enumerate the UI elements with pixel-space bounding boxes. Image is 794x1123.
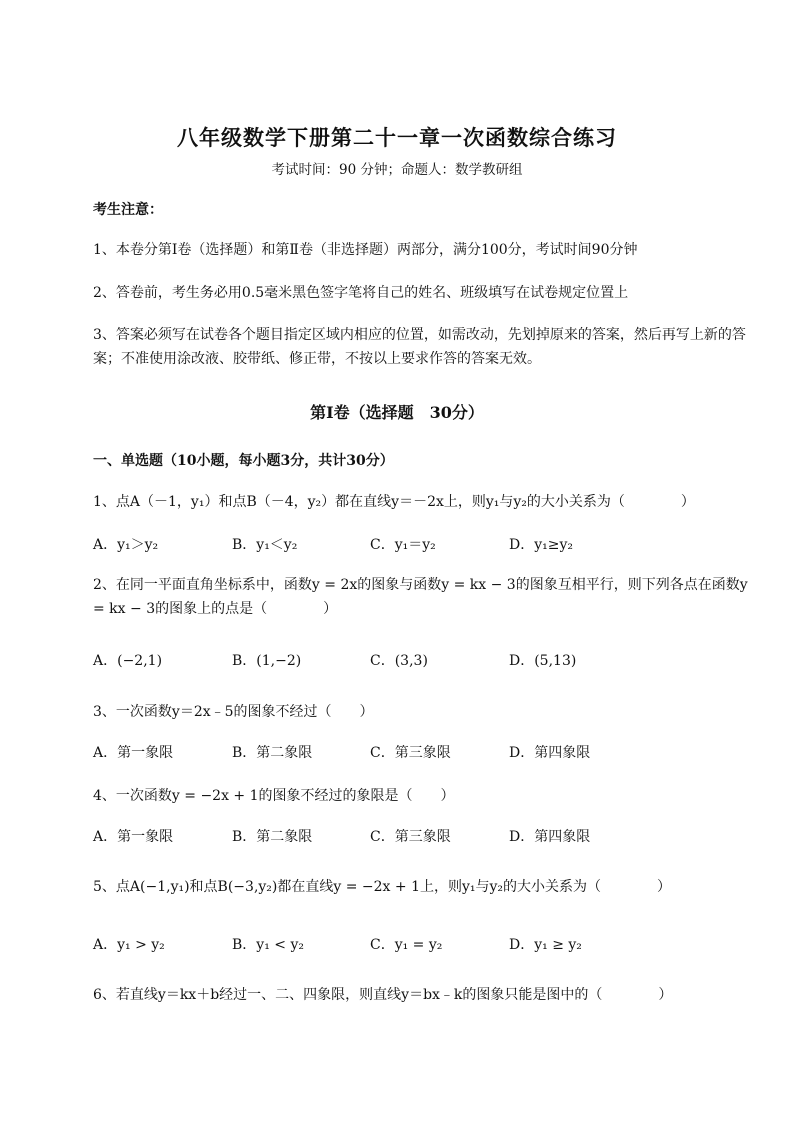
notice-item-1: 1、本卷分第Ⅰ卷（选择题）和第Ⅱ卷（非选择题）两部分，满分100分，考试时间90分钟 [93, 242, 638, 258]
question-1-stem: 1、点A（－1，y₁）和点B（－4，y₂）都在直线y＝－2x上，则y₁与y₂的大小关系为（ ） [93, 494, 695, 510]
question-5-stem: 5、点A(−1,y₁)和点B(−3,y₂)都在直线y = −2x + 1上，则y₁与y₂的大小关系为（ ） [93, 879, 672, 895]
question-5-options [93, 934, 753, 958]
question-1-option-b[interactable]: B．y₁＜y₂ [232, 537, 298, 553]
question-1-option-a[interactable]: A．y₁＞y₂ [93, 537, 159, 553]
question-3-option-a[interactable]: A．第一象限 [93, 745, 174, 761]
question-2-options [93, 650, 753, 674]
question-4-option-b[interactable]: B．第二象限 [232, 829, 313, 845]
question-3-options [93, 742, 753, 766]
question-2-option-a[interactable]: A．(−2,1) [93, 653, 163, 669]
question-3-stem: 3、一次函数y＝2x﹣5的图象不经过（ ） [93, 704, 374, 720]
question-5-option-b[interactable]: B．y₁ < y₂ [232, 937, 304, 953]
notice-item-3: 3、答案必须写在试卷各个题目指定区域内相应的位置，如需改动，先划掉原来的答案，然后再写上新的答案；不准使用涂改液、胶带纸、修正带，不按以上要求作答的答案无效。 [93, 327, 746, 367]
page-title: 八年级数学下册第二十一章一次函数综合练习 [177, 125, 617, 150]
question-1-option-d[interactable]: D．y₁≥y₂ [509, 537, 573, 553]
section-title: 第Ⅰ卷（选择题 30分） [310, 403, 484, 422]
question-2-option-d[interactable]: D．(5,13) [509, 653, 577, 669]
question-4-option-a[interactable]: A．第一象限 [93, 829, 174, 845]
question-4-option-c[interactable]: C．第三象限 [370, 829, 451, 845]
question-2-option-b[interactable]: B．(1,−2) [232, 653, 302, 669]
notice-item-2: 2、答卷前，考生务必用0.5毫米黑色签字笔将自己的姓名、班级填写在试卷规定位置上 [93, 285, 629, 301]
question-6-stem: 6、若直线y＝kx＋b经过一、二、四象限，则直线y＝bx﹣k的图象只能是图中的（ ） [93, 987, 673, 1003]
question-2-option-c[interactable]: C．(3,3) [370, 653, 428, 669]
question-1-option-c[interactable]: C．y₁＝y₂ [370, 537, 436, 553]
question-4-option-d[interactable]: D．第四象限 [509, 829, 591, 845]
notice-heading: 考生注意： [93, 202, 163, 218]
question-3-option-d[interactable]: D．第四象限 [509, 745, 591, 761]
question-4-options [93, 826, 753, 850]
question-1-options [93, 534, 753, 558]
question-3-option-c[interactable]: C．第三象限 [370, 745, 451, 761]
question-2-stem: 2、在同一平面直角坐标系中，函数y = 2x的图象与函数y = kx − 3的图象互相平行，则下列各点在函数y = kx − 3的图象上的点是（ ） [93, 577, 748, 617]
exam-subtitle: 考试时间：90 分钟；命题人：数学教研组 [271, 162, 523, 178]
question-4-stem: 4、一次函数y = −2x + 1的图象不经过的象限是（ ） [93, 788, 455, 804]
question-5-option-a[interactable]: A．y₁ > y₂ [93, 937, 165, 953]
question-5-option-c[interactable]: C．y₁ = y₂ [370, 937, 443, 953]
part-title: 一、单选题（10小题，每小题3分，共计30分） [93, 453, 394, 469]
question-3-option-b[interactable]: B．第二象限 [232, 745, 313, 761]
question-5-option-d[interactable]: D．y₁ ≥ y₂ [509, 937, 582, 953]
